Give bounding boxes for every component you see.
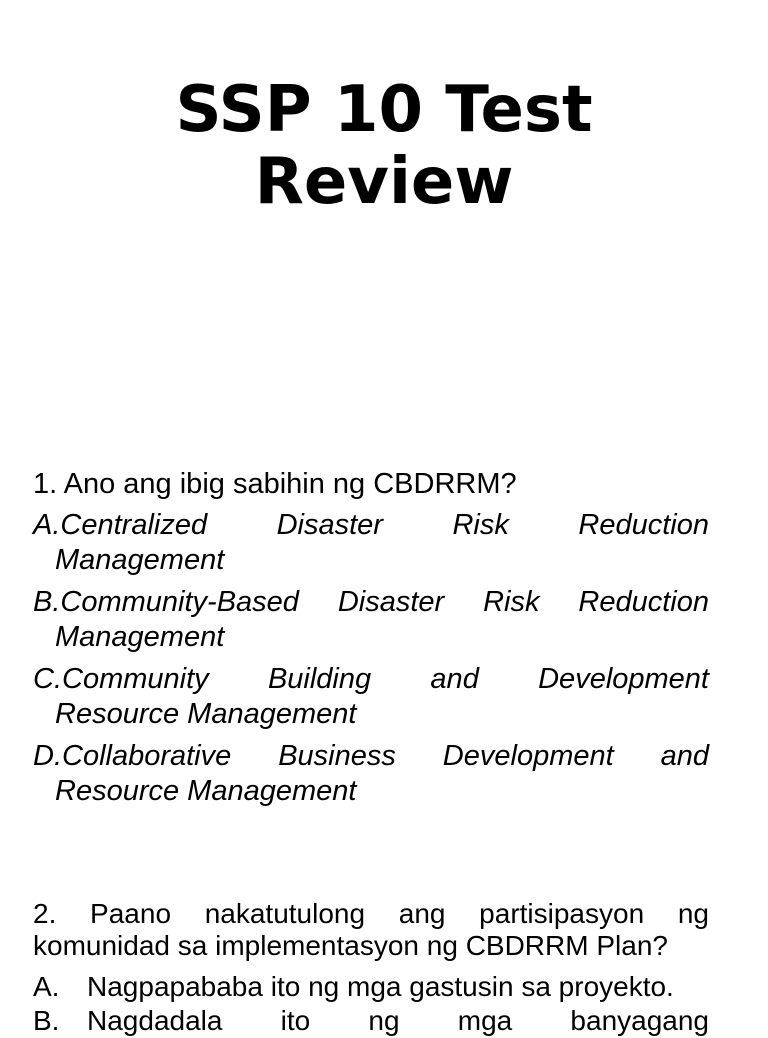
question-2-line-1: 2. Paano nakatutulong ang partisipasyon ng bbox=[33, 898, 709, 929]
question-2-option-a-text: Nagpapababa ito ng mga gastusin sa proyekto. bbox=[87, 971, 674, 1002]
question-2-text bbox=[33, 898, 709, 962]
option-a-line-1: A.Centralized Disaster Risk Reduction bbox=[33, 509, 709, 541]
question-2-option-a bbox=[33, 970, 709, 1004]
page-title bbox=[0, 74, 768, 218]
question-2 bbox=[33, 898, 709, 1038]
option-b-line-2: Management bbox=[55, 621, 225, 653]
title-line-2: Review bbox=[254, 145, 514, 219]
option-d bbox=[33, 739, 709, 809]
option-d-line-1: D.Collaborative Business Development and bbox=[33, 740, 709, 772]
question-2-option-b bbox=[33, 1004, 709, 1038]
question-2-option-a-letter: A. bbox=[33, 971, 60, 1002]
question-2-option-b-letter: B. bbox=[33, 1005, 60, 1036]
question-2-option-b-text: Nagdadala ito ng mga banyagang bbox=[87, 1005, 709, 1036]
option-b-line-1: B.Community-Based Disaster Risk Reduction bbox=[33, 586, 709, 618]
question-2-line-2: komunidad sa implementasyon ng CBDRRM Plan? bbox=[33, 930, 668, 961]
option-c-line-2: Resource Management bbox=[55, 698, 357, 730]
option-c-line-1: C.Community Building and Development bbox=[33, 663, 709, 695]
title-line-1: SSP 10 Test bbox=[175, 73, 593, 147]
option-a bbox=[33, 508, 709, 578]
option-a-line-2: Management bbox=[55, 544, 225, 576]
option-b bbox=[33, 585, 709, 655]
option-c bbox=[33, 662, 709, 732]
question-1 bbox=[33, 466, 709, 816]
question-1-text: 1. Ano ang ibig sabihin ng CBDRRM? bbox=[33, 468, 517, 500]
option-d-line-2: Resource Management bbox=[55, 775, 357, 807]
